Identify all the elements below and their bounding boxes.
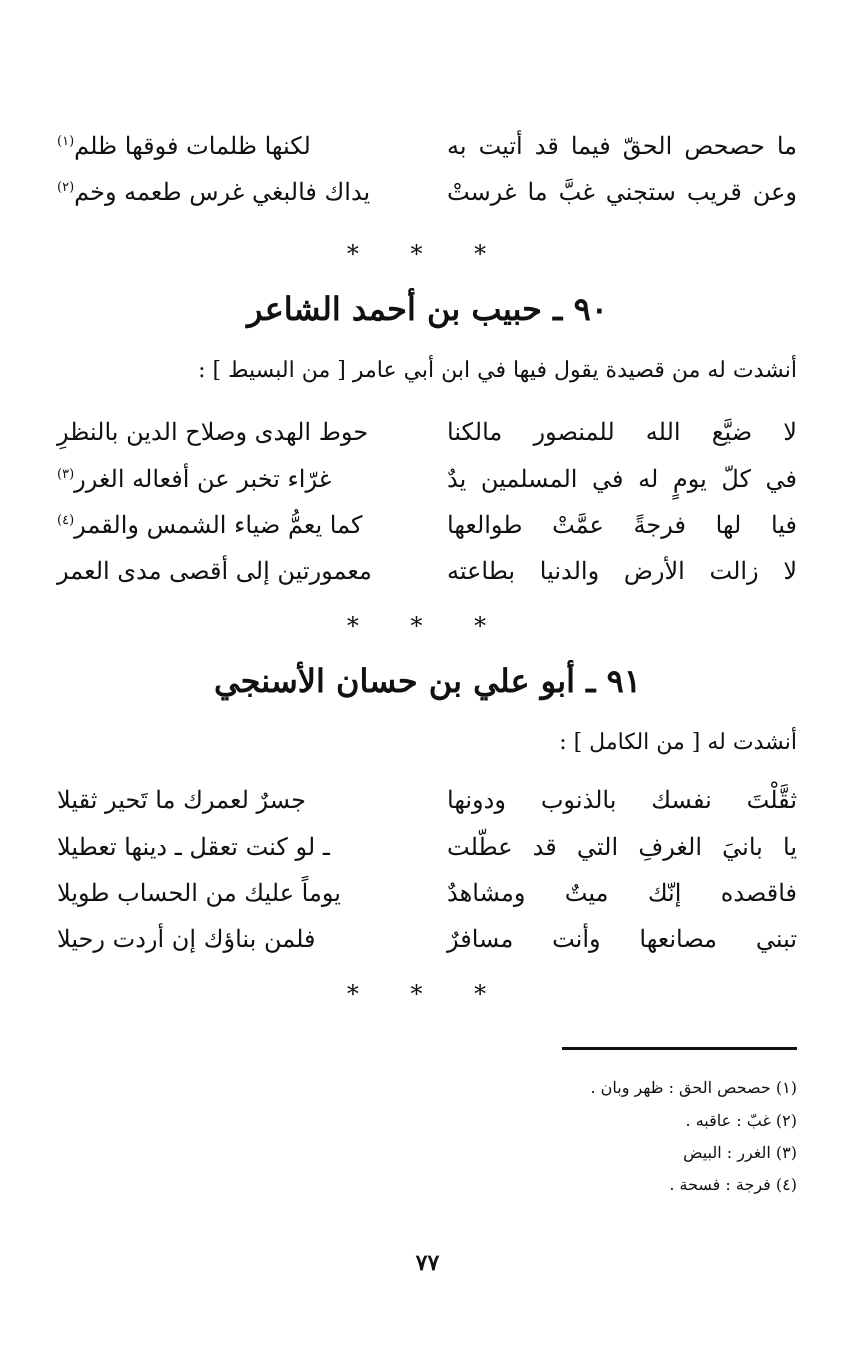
first-hemistich: فيا لها فرجةً عمَّتْ طوالعها [447, 511, 797, 539]
verse-line [57, 503, 797, 547]
first-hemistich: ثقَّلْتَ نفسك بالذنوب ودونها [447, 786, 797, 814]
section-intro: أنشدت له [ من الكامل ] : [559, 730, 797, 755]
verse-line [57, 917, 797, 961]
section-intro: أنشدت له من قصيدة يقول فيها في ابن أبي عامر [ من البسيط ] : [198, 358, 797, 383]
page-number: ٧٧ [415, 1250, 440, 1276]
footnote: (٣) الغرر : البيض [683, 1143, 797, 1162]
footnote-marker: (١) [57, 134, 75, 149]
first-hemistich: ما حصحص الحقّ فيما قد أتيت به [447, 132, 797, 160]
second-hemistich [57, 557, 372, 585]
footnote: (١) حصحص الحق : ظهر وبان . [590, 1078, 797, 1097]
second-hemistich [57, 178, 370, 206]
first-hemistich: فاقصده إنّك ميتٌ ومشاهدٌ [447, 879, 797, 907]
verse-line [57, 549, 797, 593]
second-hemistich-text: لكنها ظلمات فوقها ظلم [74, 132, 311, 160]
second-hemistich-text: حوط الهدى وصلاح الدين بالنظرِ [57, 418, 369, 446]
verse-line [57, 778, 797, 822]
footnote-marker: (٢) [57, 180, 75, 195]
second-hemistich-text: معمورتين إلى أقصى مدى العمر [57, 557, 372, 585]
verse-line [57, 410, 797, 454]
verse-line [57, 825, 797, 869]
first-hemistich: لا زالت الأرض والدنيا بطاعته [447, 557, 797, 585]
second-hemistich: جسرٌ لعمرك ما تَحير ثقيلا [57, 786, 306, 814]
first-hemistich: لا ضيَّع الله للمنصور مالكنا [447, 418, 797, 446]
verse-line [57, 457, 797, 501]
footnote-marker: (٣) [57, 467, 75, 482]
second-hemistich-text: غرّاء تخبر عن أفعاله الغرر [74, 465, 332, 493]
footnote: (٢) غبّ : عاقبه . [685, 1111, 797, 1130]
second-hemistich [57, 465, 331, 493]
first-hemistich: تبني مصانعها وأنت مسافرٌ [447, 925, 797, 953]
second-hemistich: يوماً عليك من الحساب طويلا [57, 879, 341, 907]
section-separator: * * * [346, 980, 509, 1008]
first-hemistich: وعن قريب ستجني غبَّ ما غرستْ [447, 178, 797, 206]
section-separator: * * * [346, 612, 509, 640]
second-hemistich: ـ لو كنت تعقل ـ دينها تعطيلا [57, 833, 330, 861]
footnote: (٤) فرجة : فسحة . [669, 1175, 797, 1194]
second-hemistich: فلمن بناؤك إن أردت رحيلا [57, 925, 316, 953]
second-hemistich [57, 418, 368, 446]
section-heading: ٩١ ـ أبو علي بن حسان الأسنجي [213, 662, 642, 700]
second-hemistich [57, 132, 311, 160]
footnote-rule [562, 1047, 797, 1050]
footnote-marker: (٤) [57, 513, 75, 528]
section-separator: * * * [346, 240, 509, 268]
second-hemistich-text: كما يعمُّ ضياء الشمس والقمر [74, 511, 363, 539]
second-hemistich [57, 511, 362, 539]
verse-line [57, 871, 797, 915]
section-heading: ٩٠ ـ حبيب بن أحمد الشاعر [247, 290, 608, 328]
first-hemistich: في كلّ يومٍ له في المسلمين يدٌ [447, 465, 797, 493]
first-hemistich: يا بانيَ الغرفِ التي قد عطّلت [447, 833, 797, 861]
second-hemistich-text: يداك فالبغي غرس طعمه وخم [74, 178, 371, 206]
verse-line [57, 170, 797, 214]
verse-line [57, 124, 797, 168]
